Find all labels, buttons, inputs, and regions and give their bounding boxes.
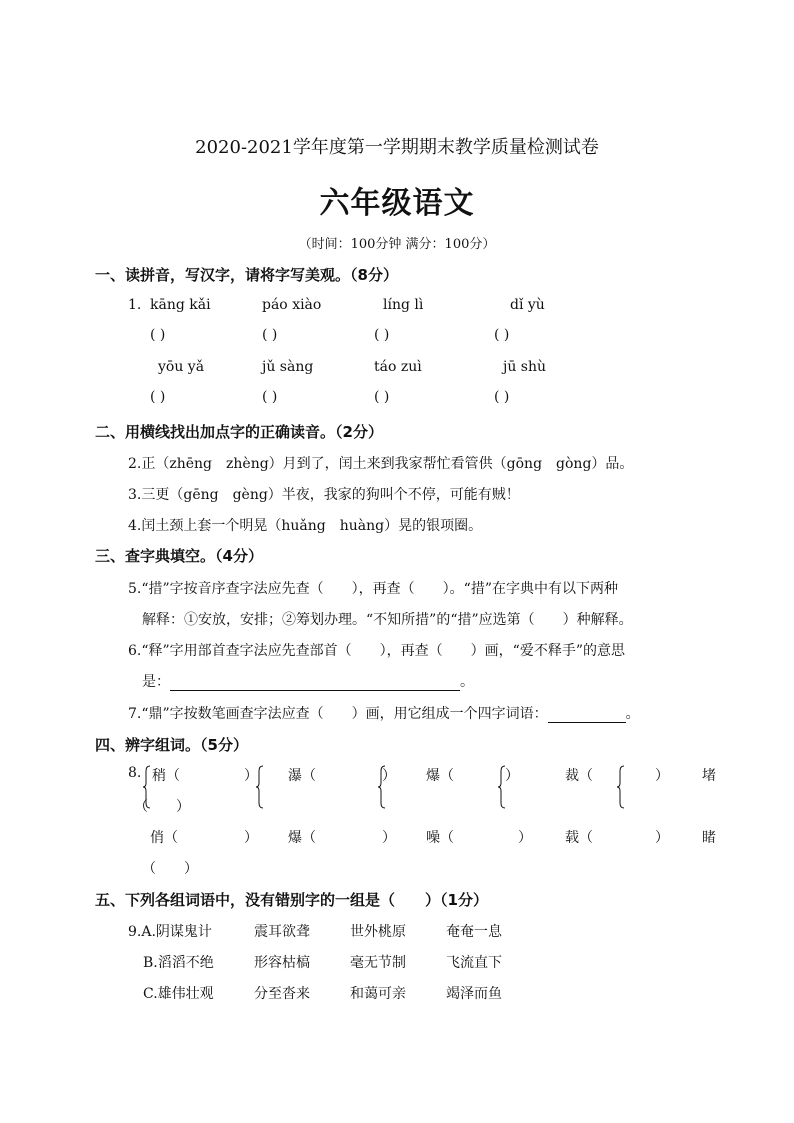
q6-line-2 (142, 671, 474, 691)
q9-option-b-3: 毫无节制 (350, 955, 406, 971)
answer-blank-2[interactable]: ( ) (262, 327, 278, 343)
q2-text: 2.正（zhēng zhèng）月到了，闰土来到我家帮忙看管供（gōng gòng）品。 (128, 456, 634, 472)
word-pu-close: ） (382, 768, 396, 784)
pinyin-6: jǔ sàng (262, 359, 314, 375)
answer-blank-8[interactable]: ( ) (494, 389, 510, 405)
pinyin-5: yōu yǎ (158, 359, 205, 375)
q7-line (128, 703, 640, 723)
q7-period: 。 (625, 706, 640, 722)
q9-option-b-2: 形容枯槁 (254, 955, 310, 971)
word-shao: 稍（ (152, 768, 180, 784)
word-bao-top-close: ） (505, 768, 519, 784)
word-zai: 载（ (565, 830, 593, 846)
answer-blank-4[interactable]: ( ) (494, 327, 510, 343)
pinyin-8: jū shù (503, 359, 547, 375)
word-du-block-blank[interactable]: （ ） (134, 799, 190, 815)
word-zai-close: ） (655, 830, 669, 846)
q9-option-b-4: 飞流直下 (446, 955, 502, 971)
q9-option-c-2: 分至沓来 (254, 986, 310, 1002)
q9-option-c-4: 竭泽而鱼 (446, 986, 502, 1002)
q6-period: 。 (460, 674, 474, 690)
q7-text: 7.“鼎”字按数笔画查字法应查（ ）画，用它组成一个四字词语： (128, 706, 548, 722)
q6-line-1: 6.“释”字用部首查字法应先查部首（ ），再查（ ）画，“爱不释手”的意思 (128, 643, 625, 659)
pinyin-2: páo xiào (262, 297, 322, 313)
word-du-see-blank[interactable]: （ ） (142, 861, 198, 877)
word-qiao-close: ） (244, 830, 258, 846)
answer-blank-1[interactable]: ( ) (150, 327, 166, 343)
word-bao-bottom: 爆（ (288, 830, 316, 846)
answer-blank-5[interactable]: ( ) (150, 389, 166, 405)
q6-label: 是： (142, 674, 170, 690)
word-zao: 噪（ (426, 830, 454, 846)
pinyin-3: líng lì (383, 297, 424, 313)
answer-blank-6[interactable]: ( ) (262, 389, 278, 405)
q4-text: 4.闰土颈上套一个明晃（huǎng huàng）晃的银项圈。 (128, 518, 483, 534)
brace-5 (617, 765, 625, 809)
q8-number: 8. (128, 765, 142, 781)
word-pu: 瀑（ (288, 768, 316, 784)
word-shao-close: ） (244, 768, 258, 784)
section-5-heading: 五、下列各组词语中，没有错别字的一组是（ ）（1分） (95, 891, 488, 909)
word-cai-close: ） (655, 768, 669, 784)
word-du-see: 睹 (702, 830, 716, 846)
pinyin-7: táo zuì (374, 359, 422, 375)
q5-line-1: 5.“措”字按音序查字法应先查（ ），再查（ ）。“措”在字典中有以下两种 (128, 581, 618, 597)
exam-time-score: （时间：100分钟 满分：100分） (298, 237, 496, 252)
word-qiao: 俏（ (150, 830, 178, 846)
word-zao-close: ） (518, 830, 532, 846)
q9-option-b-1[interactable]: B.滔滔不绝 (143, 955, 214, 971)
word-bao-top: 爆（ (426, 768, 454, 784)
q3-text: 3.三更（gēng gèng）半夜，我家的狗叫个不停，可能有贼！ (128, 487, 520, 503)
exam-grade-subject: 六年级语文 (319, 186, 475, 221)
q7-answer-line[interactable] (548, 708, 626, 723)
answer-blank-3[interactable]: ( ) (374, 327, 390, 343)
q9-option-c-3: 和蔼可亲 (350, 986, 406, 1002)
section-2-heading: 二、用横线找出加点字的正确读音。（2分） (95, 423, 383, 441)
section-1-heading: 一、读拼音，写汉字，请将字写美观。（8分） (95, 266, 398, 284)
q9-option-a-3: 世外桃原 (350, 924, 406, 940)
section-4-heading: 四、辨字组词。（5分） (95, 736, 248, 754)
section-3-heading: 三、查字典填空。（4分） (95, 547, 263, 565)
q9-option-a-4: 奄奄一息 (446, 924, 502, 940)
q5-line-2: 解释：①安放，安排；②筹划办理。“不知所措”的“措”应选第（ ）种解释。 (142, 612, 633, 628)
q9-option-a-2: 震耳欲聋 (254, 924, 310, 940)
q9-option-a-1[interactable]: 9.A.阴谋鬼计 (128, 924, 212, 940)
word-bao-bottom-close: ） (382, 830, 396, 846)
word-cai: 裁（ (565, 768, 593, 784)
q1-number: 1. (128, 297, 142, 313)
pinyin-4: dǐ yù (510, 297, 545, 313)
q6-answer-line[interactable] (170, 676, 460, 691)
word-du-block: 堵 (702, 768, 716, 784)
exam-title: 2020-2021学年度第一学期期末教学质量检测试卷 (195, 137, 599, 158)
answer-blank-7[interactable]: ( ) (374, 389, 390, 405)
pinyin-1: kāng kǎi (150, 297, 211, 313)
q9-option-c-1[interactable]: C.雄伟壮观 (143, 986, 214, 1002)
